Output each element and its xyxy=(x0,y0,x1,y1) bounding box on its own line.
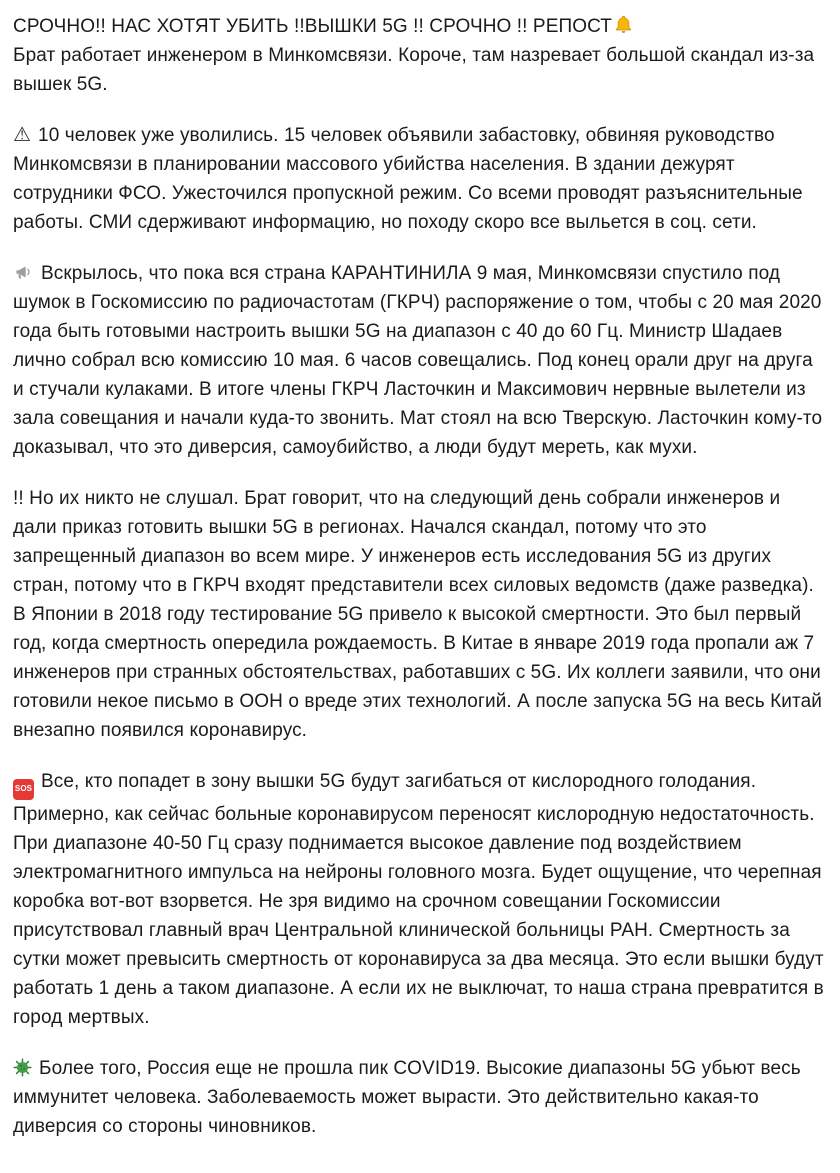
post-paragraph-sos xyxy=(13,767,827,1032)
post-paragraph-covid xyxy=(13,1054,827,1141)
post-paragraph-commission xyxy=(13,259,827,462)
paragraph-text: Все, кто попадет в зону вышки 5G будут загибаться от кислородного голодания. Примерно, как сейчас больные коронавирусом переносят кислородную недостаточность. При диапазоне 40-50 Гц сразу поднимается высокое давление под воздействием электромагнитного импульса на нейроны головного мозга. Будет ощущение, что черепная коробка вот-вот взорвется. Не зря видимо на срочном совещании Госкомиссии присутствовал главный врач Центральной клинической больницы РАН. Смертность за сутки может превысить смертность от коронавируса за два месяца. Это если вышки будут работать 1 день а таком диапазоне. А если их не выключат, то наша страна превратится в город мертвых. xyxy=(13,771,824,1028)
post-paragraph-strike xyxy=(13,121,827,237)
warning-icon: ⚠︎ xyxy=(13,122,32,146)
paragraph-text: !! Но их никто не слушал. Брат говорит, что на следующий день собрали инженеров и дали приказ готовить вышки 5G в регионах. Начался скандал, потому что это запрещенный диапазон во всем мире. У инженеров есть исследования 5G из других стран, потому что в ГКРЧ входят представители всех силовых ведомств (даже разведка). В Японии в 2018 году тестирование 5G привело к высокой смертности. Это был первый год, когда смертность опередила рождаемость. В Китае в январе 2019 года пропали аж 7 инженеров при странных обстоятельствах, работавших с 5G. Их коллеги заявили, что они готовили некое письмо в ООН о вреде этих технологий. А после запуска 5G на весь Китай внезапно появился коронавирус. xyxy=(13,488,822,741)
post-paragraph-engineers xyxy=(13,484,827,745)
microbe-icon xyxy=(13,1058,32,1081)
post-paragraph-intro xyxy=(13,41,827,99)
sos-icon xyxy=(13,779,34,800)
bell-icon xyxy=(613,14,634,39)
paragraphs xyxy=(13,12,827,1141)
sos-icon-label: SOS xyxy=(14,784,33,793)
paragraph-text: Брат работает инженером в Минкомсвязи. Короче, там назревает большой скандал из-за вышек 5G. xyxy=(13,45,815,95)
megaphone-icon xyxy=(13,261,34,286)
paragraph-text: 10 человек уже уволились. 15 человек объявили забастовку, обвиняя руководство Минкомсвязи в планировании массового убийства населения. В здании дежурят сотрудники ФСО. Ужесточился пропускной режим. Со всеми проводят разъяснительные работы. СМИ сдерживают информацию, но походу скоро все выльется в соц. сети. xyxy=(13,125,803,233)
post-title xyxy=(13,12,827,41)
paragraph-text: Более того, Россия еще не прошла пик COVID19. Высокие диапазоны 5G убьют весь иммунитет человека. Заболеваемость может вырасти. Это действительно какая-то диверсия со стороны чиновников. xyxy=(13,1057,801,1137)
paragraph-text: Вскрылось, что пока вся страна КАРАНТИНИЛА 9 мая, Минкомсвязи спустило под шумок в Госкомиссию по радиочастотам (ГКРЧ) распоряжение о том, чтобы с 20 мая 2020 года быть готовыми настроить вышки 5G на диапазон с 40 до 60 Гц. Министр Шадаев лично собрал всю комиссию 10 мая. 6 часов совещались. Под конец орали друг на друга и стучали кулаками. В итоге члены ГКРЧ Ласточкин и Максимович нервные вылетели из зала совещания и начали куда-то звонить. Мат стоял на всю Тверскую. Ласточкин кому-то доказывал, что это диверсия, самоубийство, а люди будут мереть, как мухи. xyxy=(13,263,823,458)
paragraph-text: СРОЧНО!! НАС ХОТЯТ УБИТЬ !!ВЫШКИ 5G !! СРОЧНО !! РЕПОСТ xyxy=(13,16,612,37)
